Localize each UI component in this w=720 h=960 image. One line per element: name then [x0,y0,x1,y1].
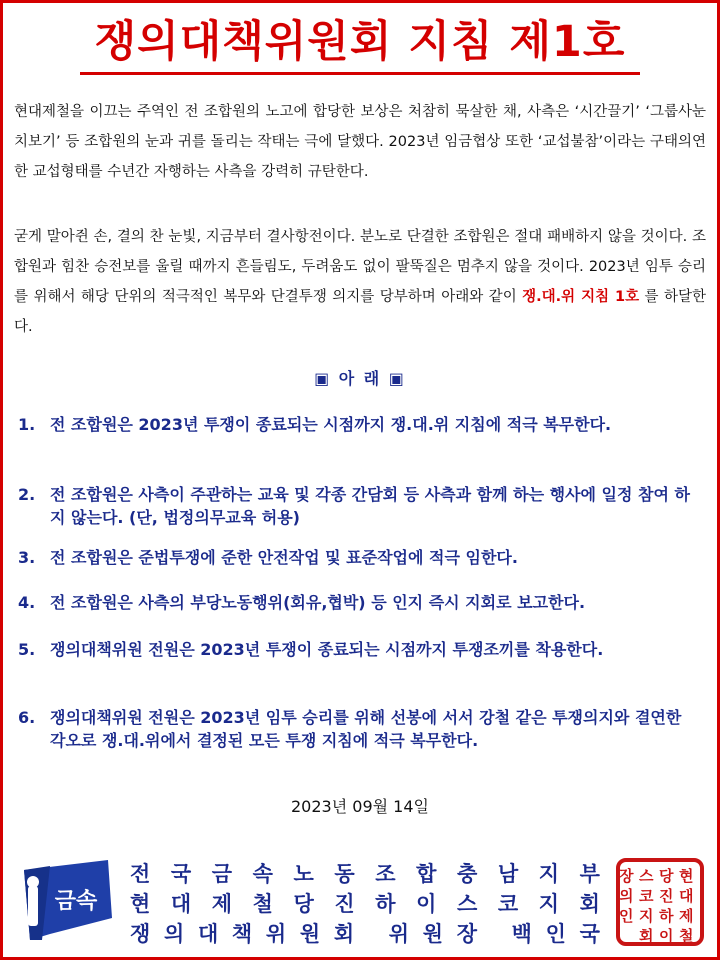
directive-text: 쟁의대책위원 전원은 2023년 투쟁이 종료되는 시점까지 투쟁조끼를 착용한다. [50,640,604,659]
directive-item [18,706,702,752]
signature-char: 원 [422,922,444,946]
signature-char: 책 [231,922,253,946]
signature-char: 진 [334,892,355,916]
directive-number: 5. [18,640,36,659]
directive-item [18,546,702,569]
resolution-text-end: 를 하달한다. [14,289,707,335]
directive-item [18,638,702,661]
seal-char: 지 [639,907,654,925]
signature-char: 이 [416,892,437,916]
directive-text: 전 조합원은 사측의 부당노동행위(회유,협박) 등 인지 즉시 지회로 보고한다. [50,593,586,612]
signature-line-branch [130,888,600,918]
directive-text: 전 조합원은 2023년 투쟁이 종료되는 시점까지 쟁.대.위 지침에 적극 복무한다. [50,415,612,434]
directive-item [18,483,702,529]
signature-char: 쟁 [130,922,151,946]
signature-char: 부 [579,862,600,886]
signature-char: 지 [538,892,560,916]
seal-char: 이 [659,927,674,945]
directive-text: 전 조합원은 준법투쟁에 준한 안전작업 및 표준작업에 적극 임한다. [50,548,518,567]
signature-char: 철 [252,892,273,916]
seal-char: 대 [679,887,694,905]
resolution-text: 굳게 말아쥔 손, 결의 찬 눈빛, 지금부터 결사항전이다. 분노로 단결한 조합원은 절대 패배하지 않을 것이다. 조합원과 힘찬 승전보를 울릴 때까지 흔들림도, 두려움도 없이 팔뚝질은 멈추지 않을 것이다. 2023년 임투 승리를 위해서 해당 단위의 적극적인 복무와 단결투쟁 의지를 당부하며 아래와 같이 [14,229,706,305]
signature-char: 위 [388,922,410,946]
section-heading: ▣ 아 래 ▣ [314,369,406,388]
signature-char: 현 [130,892,151,916]
directive-item [18,413,702,436]
seal-char: 장 [619,867,634,885]
signature-char: 회 [333,922,355,946]
signature-char: 국 [170,862,192,886]
signature-char: 금 [211,862,233,886]
directive-item [18,591,702,614]
official-seal-stamp [615,857,705,947]
logo-text: 금속 [54,889,98,914]
title-underline [80,72,640,75]
directive-number: 2. [18,485,36,504]
seal-char: 스 [639,867,654,885]
signature-char: 위 [265,922,287,946]
directive-number: 1. [18,415,36,434]
signature-char: 제 [211,892,233,916]
seal-char: 의 [619,887,634,905]
signature-char: 코 [497,892,519,916]
seal-char: 현 [679,867,694,885]
signature-char: 의 [163,922,185,946]
signature-char: 노 [293,862,314,886]
document-title: 쟁의대책위원회 지침 제1호 [94,17,626,67]
intro-paragraph: 현대제철을 이끄는 주역인 전 조합원의 노고에 합당한 보상은 처참히 묵살한 채, 사측은 ‘시간끌기’ ‘그룹사눈치보기’ 등 조합원의 눈과 귀를 돌리는 작태는 극에 달했다. 2023년 임금협상 또한 ‘교섭불참’이라는 구태의연한 교섭형태를 수년간 자행하는 사측을 강력히 규탄한다. [14,104,706,180]
signature-char: 지 [538,862,560,886]
signature-line-chair [130,918,600,948]
seal-char: 진 [659,887,674,905]
signature-char: 스 [457,892,478,916]
signature-char: 원 [299,922,321,946]
signature-char: 조 [375,862,396,886]
signature-char: 하 [375,892,396,916]
signature-char: 장 [456,922,477,946]
signature-char: 전 [130,862,151,886]
signature-char: 국 [579,922,600,946]
signature-char: 당 [293,892,314,916]
signature-char: 백 [511,922,532,946]
seal-char: 코 [639,887,654,905]
signature-line-union [130,858,600,888]
directive-highlight: 쟁.대.위 지침 1호 [522,289,640,305]
signature-char: 동 [334,862,355,886]
resolution-paragraph [14,222,706,342]
signature-char: 충 [457,862,478,886]
signature-char [368,918,375,948]
directive-number: 3. [18,548,36,567]
directive-number: 6. [18,708,36,727]
seal-char: 당 [659,867,674,885]
seal-char: 회 [639,927,654,945]
directive-number: 4. [18,593,36,612]
signature-char: 대 [197,922,219,946]
union-flag-logo [20,856,116,944]
seal-char: 제 [679,907,694,925]
directive-text: 쟁의대책위원 전원은 2023년 임투 승리를 위해 선봉에 서서 강철 같은 투쟁의지와 결연한 각오로 쟁.대.위에서 결정된 모든 투쟁 지침에 적극 복무한다. [50,708,682,750]
signature-char: 인 [545,922,566,946]
seal-char: 하 [659,907,674,925]
directive-text: 전 조합원은 사측이 주관하는 교육 및 각종 간담회 등 사측과 함께 하는 행사에 일정 참여 하지 않는다. (단, 법정의무교육 허용) [50,485,690,527]
issue-date: 2023년 09월 14일 [291,797,429,816]
signature-char [491,918,498,948]
signature-char: 남 [497,862,519,886]
signature-char: 회 [579,892,600,916]
signature-char: 속 [252,862,273,886]
seal-char: 철 [679,927,694,945]
signature-char: 대 [170,892,192,916]
signature-char: 합 [416,862,437,886]
seal-char: 인 [619,907,634,925]
